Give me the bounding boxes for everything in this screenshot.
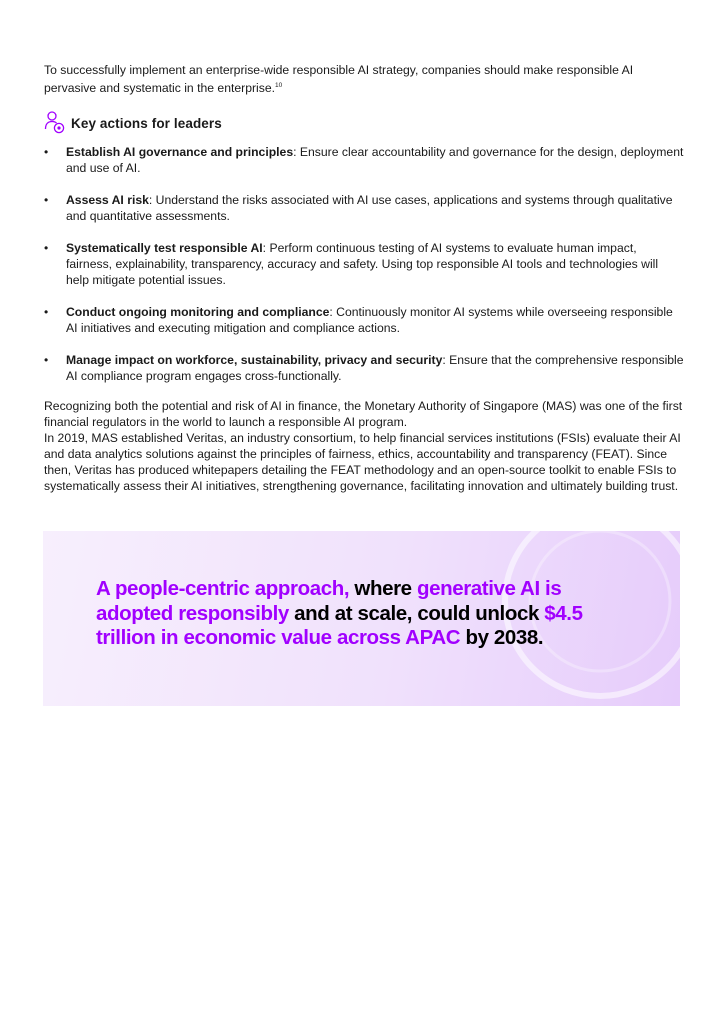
page-body xyxy=(44,62,684,494)
callout-text: and at scale, could unlock xyxy=(288,601,545,625)
action-text: : Understand the risks associated with AI use cases, applications and systems through qualitative and quantitative assessments. xyxy=(66,193,673,223)
callout-highlight: generative AI is adopted responsibly xyxy=(96,577,562,625)
action-text: : Perform continuous testing of AI systems to evaluate human impact, fairness, explainability, transparency, accuracy and safety. Using top responsible AI tools and technologies will help mitigate potential issues. xyxy=(66,241,659,287)
bullet-icon: • xyxy=(44,353,49,367)
intro-paragraph xyxy=(44,62,684,96)
action-title: Systematically test responsible AI xyxy=(66,241,263,255)
intro-text: To successfully implement an enterprise-wide responsible AI strategy, companies should make responsible AI pervasive and systematic in the enterprise. xyxy=(44,63,634,95)
bullet-icon: • xyxy=(44,145,49,159)
key-actions-header xyxy=(44,110,684,136)
action-title: Establish AI governance and principles xyxy=(66,145,294,159)
list-item xyxy=(44,304,684,336)
key-actions-list xyxy=(44,144,684,384)
action-title: Assess AI risk xyxy=(66,193,149,207)
action-title: Manage impact on workforce, sustainability, privacy and security xyxy=(66,353,443,367)
footnote-ref[interactable]: 10 xyxy=(275,82,283,89)
bullet-icon: • xyxy=(44,241,49,255)
bullet-icon: • xyxy=(44,193,49,207)
callout-highlight: $4.5 trillion in economic value across APAC xyxy=(96,601,583,649)
list-item xyxy=(44,144,684,176)
callout-highlight: A people-centric approach, xyxy=(96,577,350,600)
action-text: : Ensure that the comprehensive responsible AI compliance program engages cross-functionally. xyxy=(66,353,684,383)
paragraph-text: In 2019, MAS established Veritas, an industry consortium, to help financial services institutions (FSIs) evaluate their AI and data analytics solutions against the principles of fairness, ethics, accountability and transparency (FEAT). Since then, Veritas has produced whitepapers detailing the FEAT methodology and an open-source toolkit to enable FSIs to systematically assess their AI initiatives, strengthening governance, facilitating innovation and ultimately building trust. xyxy=(44,431,681,493)
bullet-icon: • xyxy=(44,305,49,319)
callout-quote xyxy=(96,577,636,651)
callout-box xyxy=(43,531,680,706)
callout-text: by 2038. xyxy=(460,626,544,649)
action-text: : Continuously monitor AI systems while overseeing responsible AI initiatives and executing mitigation and compliance actions. xyxy=(66,305,673,335)
mas-paragraph xyxy=(44,398,684,494)
list-item xyxy=(44,240,684,288)
action-title: Conduct ongoing monitoring and compliance xyxy=(66,305,330,319)
list-item xyxy=(44,352,684,384)
callout-text: where xyxy=(349,577,417,600)
paragraph-text: Recognizing both the potential and risk of AI in finance, the Monetary Authority of Singapore (MAS) was one of the first financial regulators in the world to launch a responsible AI program. xyxy=(44,399,683,429)
people-gear-icon xyxy=(44,111,66,135)
list-item xyxy=(44,192,684,224)
key-actions-title: Key actions for leaders xyxy=(71,115,222,131)
action-text: : Ensure clear accountability and governance for the design, deployment and use of AI. xyxy=(66,145,684,175)
